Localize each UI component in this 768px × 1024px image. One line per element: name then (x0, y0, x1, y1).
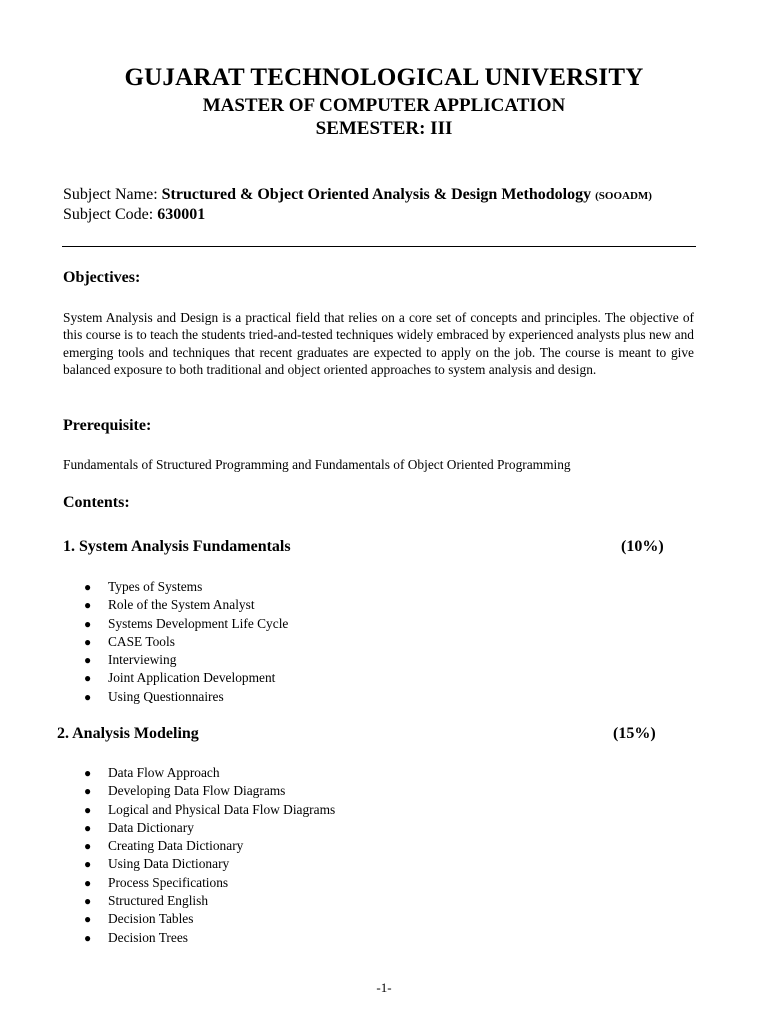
subject-name-label: Subject Name: (63, 186, 158, 203)
list-item: ● Systems Development Life Cycle (84, 615, 288, 633)
bullet-icon: ● (84, 766, 92, 780)
section-1-weight: (10%) (621, 538, 664, 555)
section-2-title: 2. Analysis Modeling (57, 725, 199, 742)
bullet-icon: ● (84, 894, 92, 909)
list-item: ● Logical and Physical Data Flow Diagrams (84, 801, 335, 819)
list-item: ● Data Dictionary (84, 819, 335, 837)
list-item: ● Structured English (84, 892, 335, 910)
list-item: ● Role of the System Analyst (84, 596, 288, 614)
list-item: ● Interviewing (84, 651, 288, 669)
bullet-icon: ● (84, 580, 92, 594)
list-item: ● Using Data Dictionary (84, 855, 335, 873)
subject-abbreviation: (SOOADM) (595, 190, 652, 202)
section-1-list (84, 578, 288, 706)
section-1-title: 1. System Analysis Fundamentals (63, 538, 291, 555)
bullet-icon: ● (84, 634, 92, 649)
bullet-icon: ● (84, 820, 92, 835)
bullet-icon: ● (84, 671, 92, 686)
list-item: ● Decision Trees (84, 929, 335, 947)
bullet-icon: ● (84, 784, 92, 799)
objectives-heading: Objectives: (63, 269, 141, 286)
header-divider (62, 246, 696, 247)
subject-code-value: 630001 (157, 206, 206, 223)
bullet-icon: ● (84, 912, 92, 927)
objectives-text: System Analysis and Design is a practical field that relies on a core set of concepts and principles. The objective of this course is to teach the students tried-and-tested techniques widely embraced by experienced analysts plus new and emerging tools and techniques that recent graduates are expected to apply on the job. The course is meant to give balanced exposure to both traditional and object oriented approaches to system analysis and design. (63, 310, 694, 378)
program-title: MASTER OF COMPUTER APPLICATION (202, 95, 566, 116)
bullet-icon: ● (84, 930, 92, 945)
list-item: ● Developing Data Flow Diagrams (84, 782, 335, 800)
university-title: GUJARAT TECHNOLOGICAL UNIVERSITY (124, 64, 644, 91)
bullet-icon: ● (84, 598, 92, 613)
subject-code-line (63, 206, 205, 224)
section-2-list (84, 764, 335, 947)
prerequisite-heading: Prerequisite: (63, 417, 152, 434)
list-item: ● Data Flow Approach (84, 764, 335, 782)
prerequisite-text: Fundamentals of Structured Programming and Fundamentals of Object Oriented Programming (63, 457, 571, 472)
list-item: ● Using Questionnaires (84, 688, 288, 706)
list-item: ● CASE Tools (84, 633, 288, 651)
bullet-icon: ● (84, 857, 92, 872)
contents-heading: Contents: (63, 494, 130, 511)
list-item: ● Decision Tables (84, 910, 335, 928)
list-item: ● Joint Application Development (84, 669, 288, 687)
semester-title: SEMESTER: III (315, 118, 453, 139)
list-item: ● Process Specifications (84, 874, 335, 892)
subject-code-label: Subject Code: (63, 206, 154, 223)
bullet-icon: ● (84, 875, 92, 890)
bullet-icon: ● (84, 653, 92, 668)
list-item: ● Types of Systems (84, 578, 288, 596)
page-number: -1- (376, 980, 392, 995)
bullet-icon: ● (84, 689, 92, 704)
subject-name-line (63, 186, 652, 204)
list-item: ● Creating Data Dictionary (84, 837, 335, 855)
bullet-icon: ● (84, 839, 92, 854)
subject-name-value: Structured & Object Oriented Analysis & Design Methodology (161, 186, 592, 203)
section-2-weight: (15%) (613, 725, 656, 742)
bullet-icon: ● (84, 802, 92, 817)
bullet-icon: ● (84, 616, 92, 631)
